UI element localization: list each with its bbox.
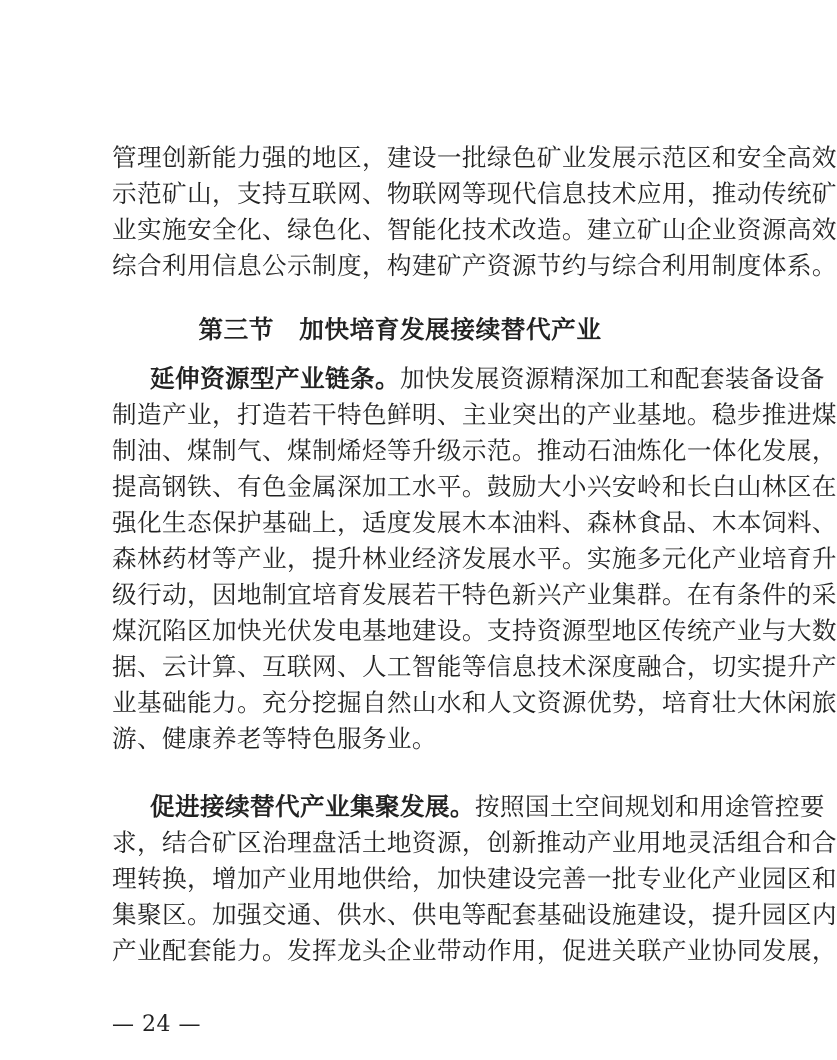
section-heading: 第三节 加快培育发展接续替代产业 xyxy=(198,315,602,344)
text-line: 级行动，因地制宜培育发展若干特色新兴产业集群。在有条件的采 xyxy=(112,580,837,609)
text-line: 制油、煤制气、煤制烯烃等升级示范。推动石油炼化一体化发展， xyxy=(112,436,837,465)
text-line: 综合利用信息公示制度，构建矿产资源节约与综合利用制度体系。 xyxy=(112,251,837,280)
text-line: 业实施安全化、绿色化、智能化技术改造。建立矿山企业资源高效 xyxy=(112,215,837,244)
text-line: 管理创新能力强的地区，建设一批绿色矿业发展示范区和安全高效 xyxy=(112,143,837,172)
paragraph-lead: 延伸资源型产业链条。 xyxy=(150,364,400,393)
text-segment: 加快发展资源精深加工和配套装备设备 xyxy=(399,364,825,393)
text-line: 提高钢铁、有色金属深加工水平。鼓励大小兴安岭和长白山林区在 xyxy=(112,472,837,501)
text-line: 据、云计算、互联网、人工智能等信息技术深度融合，切实提升产 xyxy=(112,652,837,681)
text-segment: 按照国土空间规划和用途管控要 xyxy=(474,792,825,821)
text-line xyxy=(112,361,825,397)
paragraph-extend-chain xyxy=(112,361,837,757)
text-line: 制造产业，打造若干特色鲜明、主业突出的产业基地。稳步推进煤 xyxy=(112,400,837,429)
text-line: 森林药材等产业，提升林业经济发展水平。实施多元化产业培育升 xyxy=(112,544,837,573)
paragraph-top xyxy=(112,140,837,284)
page-number: — 24 — xyxy=(112,1012,201,1037)
text-line: 产业配套能力。发挥龙头企业带动作用，促进关联产业协同发展， xyxy=(112,936,837,965)
text-line: 示范矿山，支持互联网、物联网等现代信息技术应用，推动传统矿 xyxy=(112,179,837,208)
paragraph-cluster-development xyxy=(112,789,837,969)
text-line: 业基础能力。充分挖掘自然山水和人文资源优势，培育壮大休闲旅 xyxy=(112,688,837,717)
text-line: 游、健康养老等特色服务业。 xyxy=(112,724,437,753)
text-line: 煤沉陷区加快光伏发电基地建设。支持资源型地区传统产业与大数 xyxy=(112,616,837,645)
text-line: 集聚区。加强交通、供水、供电等配套基础设施建设，提升园区内 xyxy=(112,900,837,929)
text-line: 求，结合矿区治理盘活土地资源，创新推动产业用地灵活组合和合 xyxy=(112,828,837,857)
paragraph-lead: 促进接续替代产业集聚发展。 xyxy=(150,792,475,821)
text-line: 理转换，增加产业用地供给，加快建设完善一批专业化产业园区和 xyxy=(112,864,837,893)
text-line: 强化生态保护基础上，适度发展木本油料、森林食品、木本饲料、 xyxy=(112,508,837,537)
text-line xyxy=(112,789,825,825)
